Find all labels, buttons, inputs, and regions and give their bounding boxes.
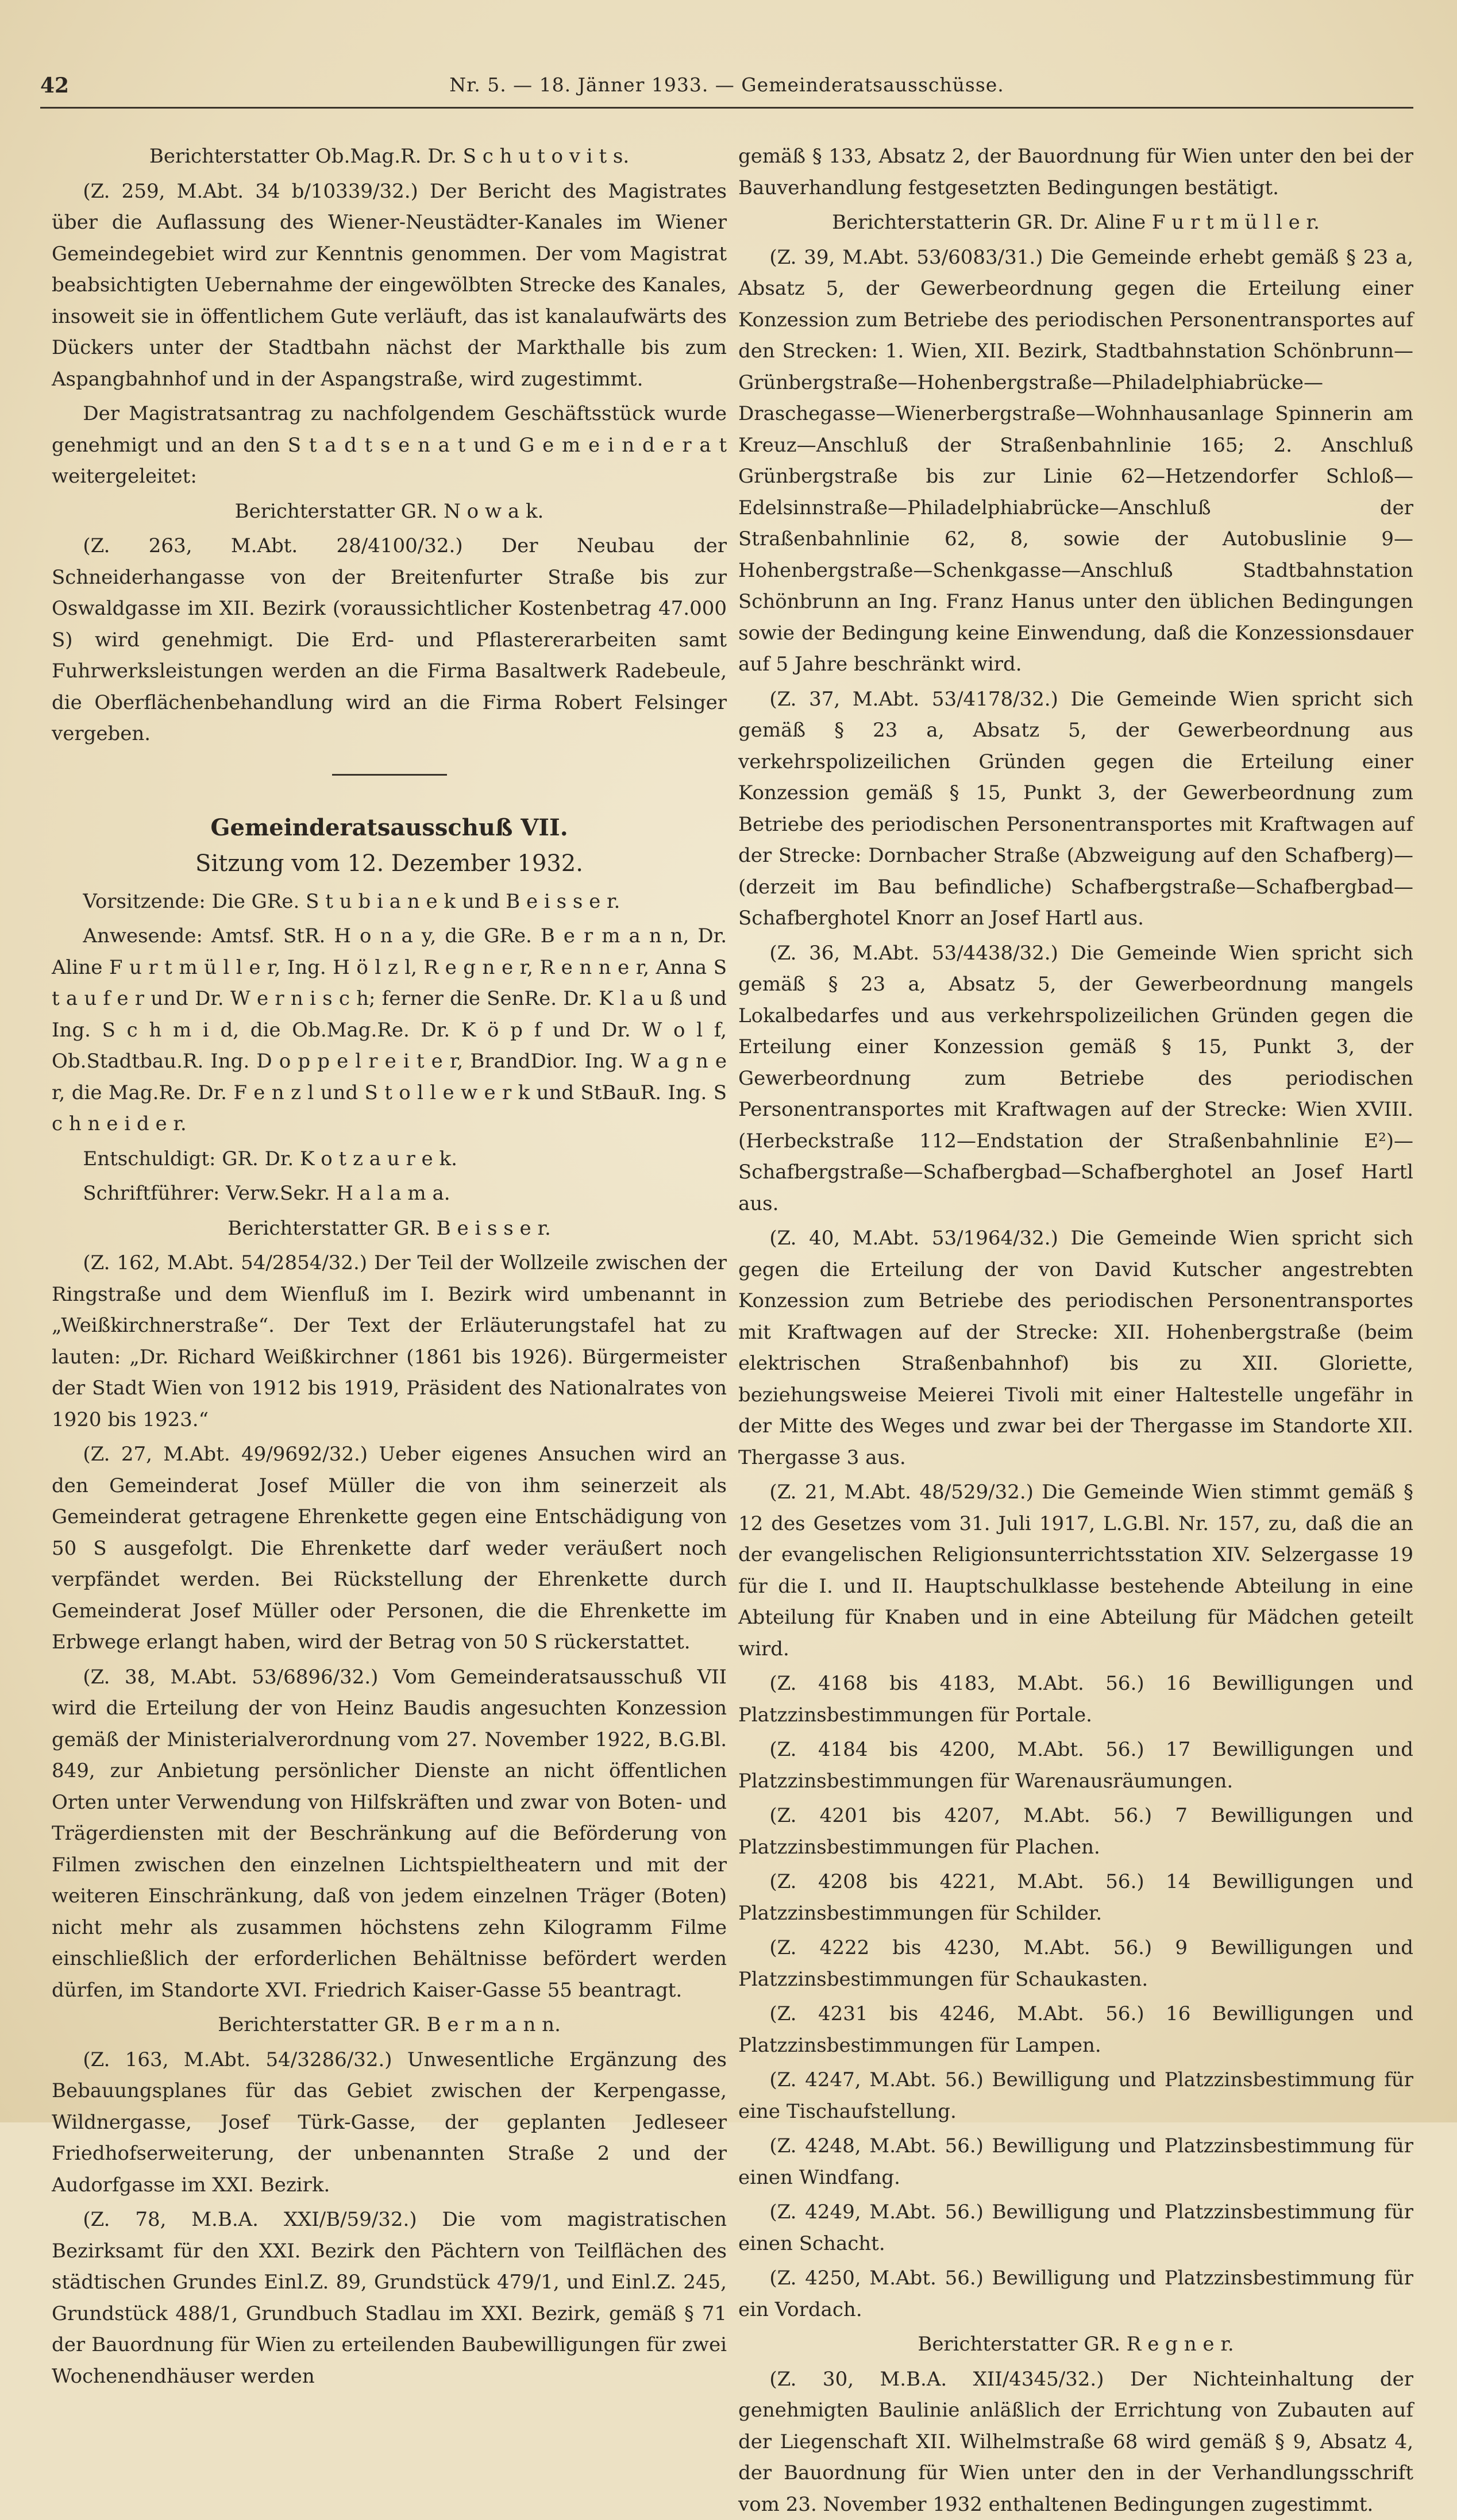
permit-item: (Z. 4250, M.Abt. 56.) Bewilligung und Platzzinsbestimmung für ein Vordach. (738, 2263, 1413, 2325)
section-title: Gemeinderatsausschuß VII. (52, 810, 727, 846)
rapporteur-line: Berichterstatter Ob.Mag.R. Dr. S c h u t o v i t s. (52, 141, 727, 172)
page-number: 42 (40, 74, 69, 98)
agenda-item: (Z. 37, M.Abt. 53/4178/32.) Die Gemeinde Wien spricht sich gemäß § 23 a, Absatz 5, der Gewerbeordnung aus verkehrspolizeilichen Gründen gegen die Erteilung einer Konzession gemäß § 15, Punkt 3, der Gewerbeordnung zum Betriebe des periodischen Personentransportes mit Kraftwagen auf der Strecke: Dornbacher Straße (Abzweigung auf den Schafberg)—(derzeit im Bau befindliche) Schafbergstraße—Schafbergbad—Schafberghotel Knorr an Josef Hartl aus. (738, 684, 1413, 934)
agenda-item: (Z. 27, M.Abt. 49/9692/32.) Ueber eigenes Ansuchen wird an den Gemeinderat Josef Müller die von ihm seinerzeit als Gemeinderat getragene Ehrenkette gegen eine Entschädigung von 50 S ausgefolgt. Die Ehrenkette darf weder veräußert noch verpfändet werden. Bei Rückstellung der Ehrenkette durch Gemeinderat Josef Müller oder Personen, die die Ehrenkette im Erbwege erlangt haben, wird der Betrag von 50 S rückerstattet. (52, 1439, 727, 1658)
agenda-item: (Z. 39, M.Abt. 53/6083/31.) Die Gemeinde erhebt gemäß § 23 a, Absatz 5, der Gewerbeordnung gegen die Erteilung einer Konzession zum Betriebe des periodischen Personentransportes auf den Strecken: 1. Wien, XII. Bezirk, Stadtbahnstation Schönbrunn—Grünbergstraße—Hohenbergstraße—Philadelphiabrücke—Draschegasse—Wienerbergstraße—Wohnhausanlage Spinnerin am Kreuz—Anschluß der Straßenbahnlinie 165; 2. Anschluß Grünbergstraße bis zur Linie 62—Hetzendorfer Schloß—Edelsinnstraße—Philadelphiabrücke—Anschluß der Straßenbahnlinie 62, 8, sowie der Autobuslinie 9—Hohenbergstraße—Schenkgasse—Anschluß Stadtbahnstation Schönbrunn an Ing. Franz Hanus unter den üblichen Bedingungen sowie der Bedingung keine Einwendung, daß die Konzessionsdauer auf 5 Jahre beschränkt wird. (738, 242, 1413, 680)
agenda-item: (Z. 162, M.Abt. 54/2854/32.) Der Teil der Wollzeile zwischen der Ringstraße und dem Wienfluß im I. Bezirk wird umbenannt in „Weißkirchnerstraße“. Der Text der Erläuterungstafel hat zu lauten: „Dr. Richard Weißkirchner (1861 bis 1926). Bürgermeister der Stadt Wien von 1912 bis 1919, Präsident des Nationalrates von 1920 bis 1923.“ (52, 1247, 727, 1435)
session-date: Sitzung vom 12. Dezember 1932. (52, 846, 727, 881)
agenda-item: (Z. 30, M.B.A. XII/4345/32.) Der Nichteinhaltung der genehmigten Baulinie anläßlich der Errichtung von Zubauten auf der Liegenschaft XII. Wilhelmstraße 68 wird gemäß § 9, Absatz 4, der Bauordnung für Wien unter den in der Verhandlungsschrift vom 23. November 1932 enthaltenen Bedingungen zugestimmt. (738, 2364, 1413, 2520)
permit-item: (Z. 4249, M.Abt. 56.) Bewilligung und Platzzinsbestimmung für einen Schacht. (738, 2197, 1413, 2259)
running-header: Nr. 5. — 18. Jänner 1933. — Gemeinderatsausschüsse. (40, 74, 1413, 96)
permit-item: (Z. 4247, M.Abt. 56.) Bewilligung und Platzzinsbestimmung für eine Tischaufstellung. (738, 2064, 1413, 2127)
agenda-item: (Z. 36, M.Abt. 53/4438/32.) Die Gemeinde Wien spricht sich gemäß § 23 a, Absatz 5, der Gewerbeordnung mangels Lokalbedarfes und aus verkehrspolizeilichen Gründen gegen die Erteilung einer Konzession gemäß § 15, Punkt 3, der Gewerbeordnung zum Betriebe des periodischen Personentransportes mit Kraftwagen auf der Strecke: Wien XVIII. (Herbeckstraße 112—Endstation der Straßenbahnlinie E²)—Schafbergstraße—Schafbergbad—Schafberghotel an Josef Hartl aus. (738, 938, 1413, 1220)
agenda-item: (Z. 40, M.Abt. 53/1964/32.) Die Gemeinde Wien spricht sich gegen die Erteilung der von David Kutscher angestrebten Konzession zum Betriebe des periodischen Personentransportes mit Kraftwagen auf der Strecke: XII. Hohenbergstraße (beim elektrischen Straßenbahnhof) bis zu XII. Gloriette, beziehungsweise Meierei Tivoli mit einer Haltestelle ungefähr in der Mitte des Weges und zwar bei der Thergasse im Standorte XII. Thergasse 3 aus. (738, 1223, 1413, 1473)
agenda-item: (Z. 263, M.Abt. 28/4100/32.) Der Neubau der Schneiderhangasse von der Breitenfurter Straße bis zur Oswaldgasse im XII. Bezirk (voraussichtlicher Kostenbetrag 47.000 S) wird genehmigt. Die Erd- und Pflastererarbeiten samt Fuhrwerksleistungen werden an die Firma Basaltwerk Radebeule, die Oberflächenbehandlung wird an die Firma Robert Felsinger vergeben. (52, 530, 727, 750)
agenda-item: (Z. 78, M.B.A. XXI/B/59/32.) Die vom magistratischen Bezirksamt für den XXI. Bezirk den Pächtern von Teilflächen des städtischen Grundes Einl.Z. 89, Grundstück 479/1, und Einl.Z. 245, Grundstück 488/1, Grundbuch Stadlau im XXI. Bezirk, gemäß § 71 der Bauordnung für Wien zu erteilenden Baubewilligungen für zwei Wochenendhäuser werden (52, 2204, 727, 2392)
rapporteur-line: Berichterstatter GR. B e i s s e r. (52, 1213, 727, 1244)
agenda-item: (Z. 259, M.Abt. 34 b/10339/32.) Der Bericht des Magistrates über die Auflassung des Wiener-Neustädter-Kanales im Wiener Gemeindegebiet wird zur Kenntnis genommen. Der vom Magistrat beabsichtigten Uebernahme der eingewölbten Strecke des Kanales, insoweit sie in öffentlichem Gute verläuft, das ist kanalaufwärts des Dückers unter der Stadtbahn nächst der Markthalle bis zum Aspangbahnhof und in der Aspangstraße, wird zugestimmt. (52, 176, 727, 395)
permit-item: (Z. 4184 bis 4200, M.Abt. 56.) 17 Bewilligungen und Platzzinsbestimmungen für Warenausräumungen. (738, 1734, 1413, 1797)
header-rule (40, 107, 1413, 109)
rapporteur-line: Berichterstatter GR. R e g n e r. (738, 2329, 1413, 2360)
agenda-item: (Z. 163, M.Abt. 54/3286/32.) Unwesentliche Ergänzung des Bebauungsplanes für das Gebiet zwischen der Kerpengasse, Wildnergasse, Josef Türk-Gasse, der geplanten Jedleseer Friedhofserweiterung, der unbenannten Straße 2 und der Audorfgasse im XXI. Bezirk. (52, 2044, 727, 2201)
resolution-text: Der Magistratsantrag zu nachfolgendem Geschäftsstück wurde genehmigt und an den S t a d t s e n a t und G e m e i n d e r a t weitergeleitet: (52, 398, 727, 492)
rapporteur-line: Berichterstatter GR. B e r m a n n. (52, 2009, 727, 2041)
secretary: Schriftführer: Verw.Sekr. H a l a m a. (52, 1178, 727, 1209)
permit-item: (Z. 4231 bis 4246, M.Abt. 56.) 16 Bewilligungen und Platzzinsbestimmungen für Lampen. (738, 1998, 1413, 2061)
permit-item: (Z. 4201 bis 4207, M.Abt. 56.) 7 Bewilligungen und Platzzinsbestimmungen für Plachen. (738, 1800, 1413, 1863)
permit-item: (Z. 4248, M.Abt. 56.) Bewilligung und Platzzinsbestimmung für einen Windfang. (738, 2130, 1413, 2193)
agenda-item-continued: gemäß § 133, Absatz 2, der Bauordnung für Wien unter den bei der Bauverhandlung festgesetzten Bedingungen bestätigt. (738, 141, 1413, 203)
left-column (52, 141, 727, 2083)
section-divider (332, 774, 447, 776)
attendees: Anwesende: Amtsf. StR. H o n a y, die GRe. B e r m a n n, Dr. Aline F u r t m ü l l e r, Ing. H ö l z l, R e g n e r, R e n n e r, Anna S t a u f e r und Dr. W e r n i s c h; ferner die SenRe. Dr. K l a u ß und Ing. S c h m i d, die Ob.Mag.Re. Dr. K ö p f und Dr. W o l f, Ob.Stadtbau.R. Ing. D o p p e l r e i t e r, BrandDior. Ing. W a g n e r, die Mag.Re. Dr. F e n z l und S t o l l e w e r k und StBauR. Ing. S c h n e i d e r. (52, 920, 727, 1140)
page-header (40, 74, 1413, 108)
right-column (738, 141, 1413, 2083)
agenda-item: (Z. 38, M.Abt. 53/6896/32.) Vom Gemeinderatsausschuß VII wird die Erteilung der von Heinz Baudis angesuchten Konzession gemäß der Ministerialverordnung vom 27. November 1922, B.G.Bl. 849, zur Anbietung persönlicher Dienste an nicht öffentlichen Orten unter Verwendung von Hilfskräften und zwar von Boten- und Trägerdiensten mit der Beschränkung auf die Beförderung von Filmen zwischen den einzelnen Lichtspieltheatern und mit der weiteren Einschränkung, daß von jedem einzelnen Träger (Boten) nicht mehr als zusammen höchstens zehn Kilogramm Filme einschließlich der erforderlichen Behältnisse befördert werden dürfen, im Standorte XVI. Friedrich Kaiser-Gasse 55 beantragt. (52, 1662, 727, 2006)
permit-item: (Z. 4168 bis 4183, M.Abt. 56.) 16 Bewilligungen und Platzzinsbestimmungen für Portale. (738, 1668, 1413, 1731)
excused: Entschuldigt: GR. Dr. K o t z a u r e k. (52, 1143, 727, 1175)
agenda-item: (Z. 21, M.Abt. 48/529/32.) Die Gemeinde Wien stimmt gemäß § 12 des Gesetzes vom 31. Juli 1917, L.G.Bl. Nr. 157, zu, daß die an der evangelischen Religionsunterrichtsstation XIV. Selzergasse 19 für die I. und II. Hauptschulklasse bestehende Abteilung in eine Abteilung für Knaben und in eine Abteilung für Mädchen geteilt wird. (738, 1477, 1413, 1664)
chairs: Vorsitzende: Die GRe. S t u b i a n e k und B e i s s e r. (52, 886, 727, 918)
rapporteur-line: Berichterstatterin GR. Dr. Aline F u r t m ü l l e r. (738, 207, 1413, 238)
rapporteur-line: Berichterstatter GR. N o w a k. (52, 496, 727, 527)
permit-item: (Z. 4208 bis 4221, M.Abt. 56.) 14 Bewilligungen und Platzzinsbestimmungen für Schilder. (738, 1866, 1413, 1929)
permit-item: (Z. 4222 bis 4230, M.Abt. 56.) 9 Bewilligungen und Platzzinsbestimmungen für Schaukasten. (738, 1932, 1413, 1995)
